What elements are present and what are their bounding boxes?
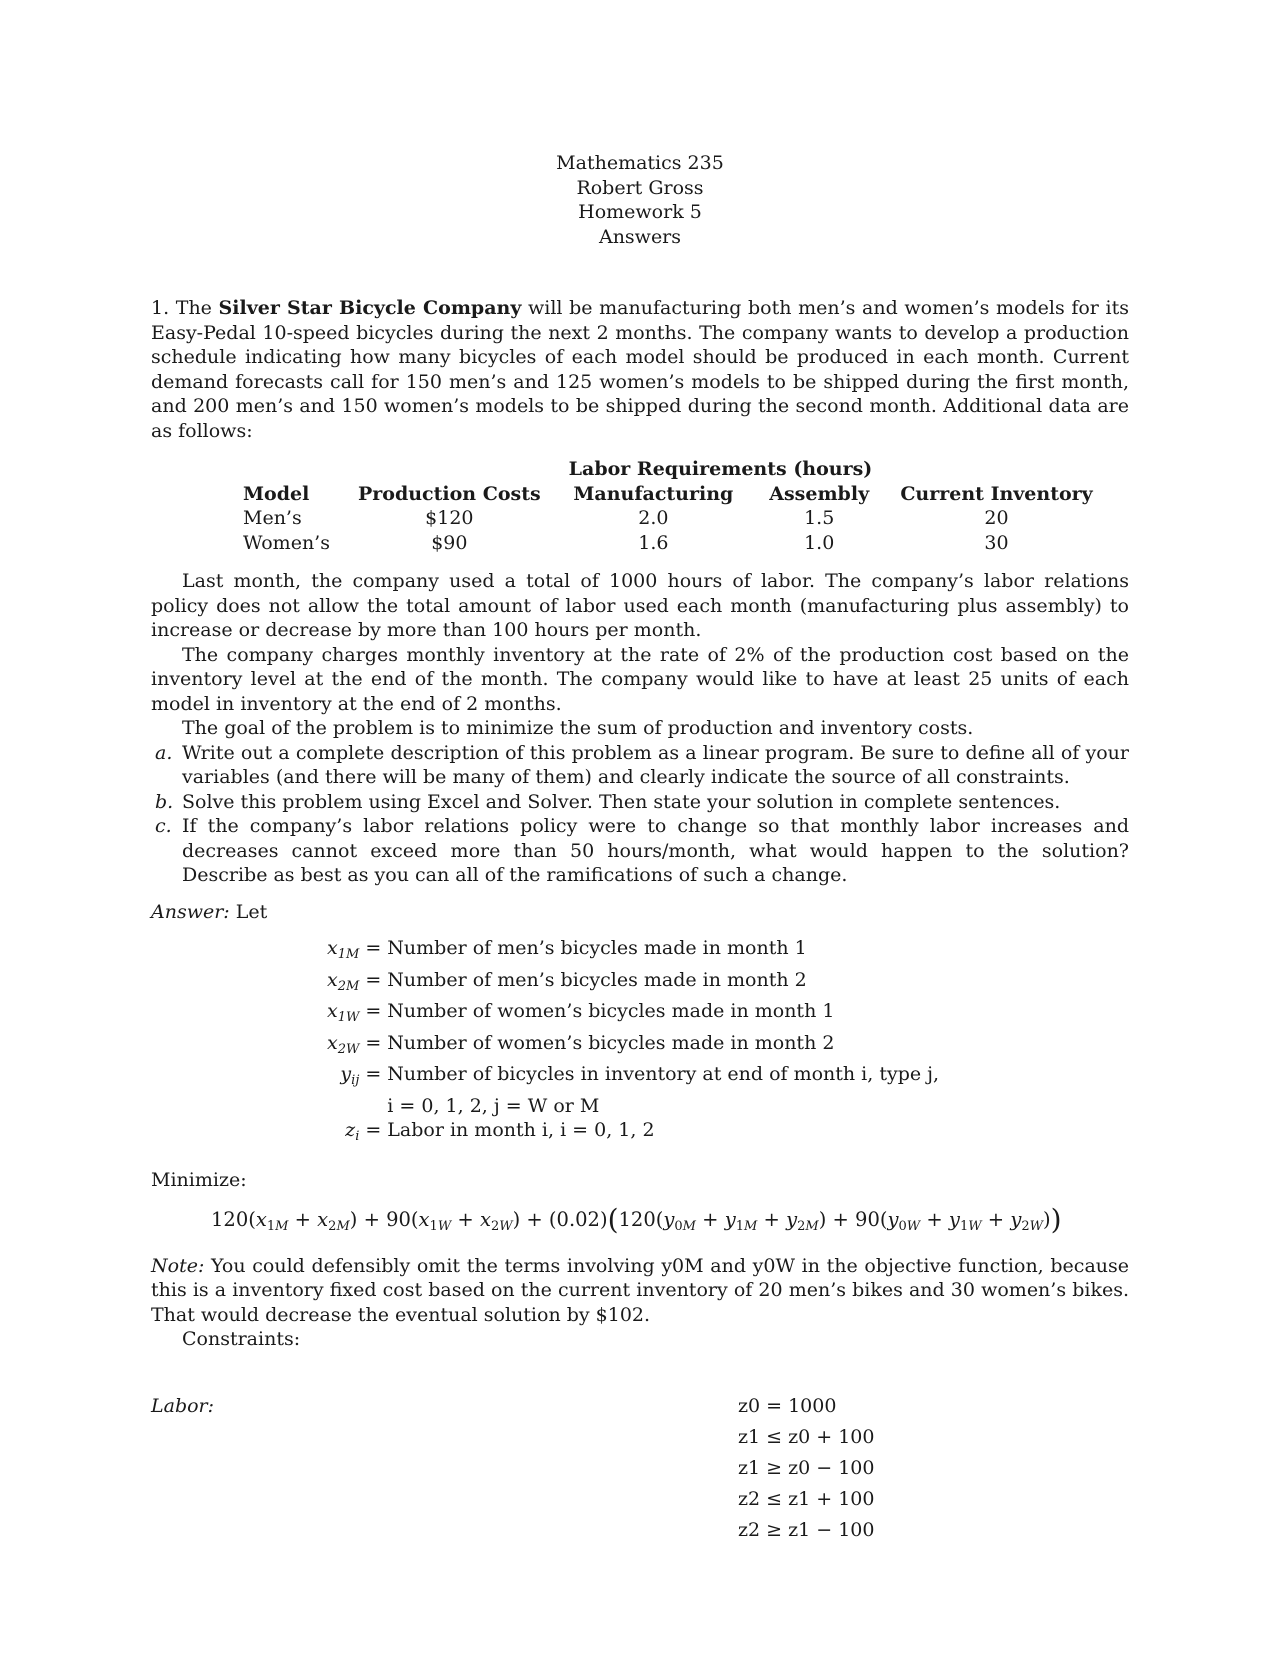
table-cell: 1.0 <box>804 531 835 554</box>
table-cell: 20 <box>984 507 1009 529</box>
list-item <box>151 741 1129 790</box>
def-sub: 1M <box>337 947 360 962</box>
document-body <box>151 296 1129 1554</box>
problem-intro <box>151 296 1129 443</box>
intro-post: will be manufacturing both men’s and women’s models for its Easy-Pedal 10-speed bicycles during the next 2 months. The company wants to develop a production schedule indicating how many bicycles of each model should be produced in each month. Current demand forecasts call for 150 men’s and 125 women’s models to be shipped during the first month, and 200 men’s and 150 women’s models to be shipped during the second month. Additional data are as follows: <box>151 297 1129 442</box>
def-sub: i <box>355 1129 360 1144</box>
def-sub: 2W <box>337 1041 360 1057</box>
note-label: Note: <box>151 1254 205 1277</box>
constraint-equation: z1 ≥ z0 − 100 <box>738 1456 875 1479</box>
inventory-paragraph: The company charges monthly inventory at the rate of 2% of the production cost based on the inventory level at the end of the month. The company would like to have at least 25 units of each model in inventory at the end of 2 months. <box>151 643 1129 715</box>
note-paragraph <box>151 1254 1129 1328</box>
def-desc: Number of bicycles in inventory at end of month i, type j, <box>387 1063 940 1085</box>
table-header: Model <box>243 482 310 505</box>
def-desc: Number of women’s bicycles made in month 1 <box>387 1000 835 1022</box>
table-header: Manufacturing <box>573 482 734 505</box>
table-cell: Women’s <box>243 531 330 554</box>
assignment-title: Homework 5 <box>578 201 702 223</box>
labor-label: Labor: <box>151 1394 215 1417</box>
part-text: Solve this problem using Excel and Solver. Then state your solution in complete sentences. <box>182 790 1061 813</box>
part-label: b. <box>155 790 174 813</box>
definition-row <box>327 1094 939 1119</box>
table-header: Current Inventory <box>900 482 1093 505</box>
document-header <box>0 151 1280 249</box>
table-row <box>229 506 1107 531</box>
constraint-equation: z1 ≤ z0 + 100 <box>738 1425 875 1448</box>
def-var: y <box>340 1063 352 1085</box>
answer-label: Answer: <box>151 900 230 923</box>
def-desc: Number of men’s bicycles made in month 2 <box>387 968 807 991</box>
part-text: Write out a complete description of this problem as a linear program. Be sure to define all of your variables (and there will be many of them) and clearly indicate the source of all constraints. <box>182 741 1129 788</box>
constraints-label: Constraints: <box>182 1328 301 1350</box>
table-cell: 2.0 <box>638 507 669 529</box>
list-item <box>151 814 1129 888</box>
constraint-equation: z2 ≤ z1 + 100 <box>738 1487 875 1510</box>
objective-function: $120(x_{1M} + x_{2M}) + 90(x_{1W} + x_{2W}) + (0.02)(120(y_{0M} + y_{1M} + y_{2M}) + 90(y_{0W} + y_{1W} + y_{2W}))$ <box>211 1203 1062 1236</box>
definition-row: $x_{1W}$ = Number of women’s bicycles made in month 1 <box>327 999 939 1031</box>
course-title: Mathematics 235 <box>556 152 724 174</box>
part-label: c. <box>155 815 172 837</box>
def-sub: 2M <box>337 978 360 994</box>
variable-definitions <box>327 936 939 1150</box>
table-header-row <box>229 482 1107 507</box>
definition-row: $y_{ij}$ = Number of bicycles in inventory at end of month i, type j, <box>327 1062 939 1094</box>
def-sub: 1W <box>337 1010 360 1025</box>
def-sub: ij <box>351 1073 360 1088</box>
def-var: x <box>327 1000 338 1022</box>
constraint-equation: z2 ≥ z1 − 100 <box>738 1518 875 1541</box>
def-var: x <box>327 1031 338 1054</box>
list-item <box>151 790 1129 815</box>
def-desc: Number of women’s bicycles made in month 2 <box>387 1031 835 1054</box>
problem-number: 1. <box>151 297 170 319</box>
note-text: You could defensibly omit the terms involving y0M and y0W in the objective function, because this is a inventory fixed cost based on the current inventory of 20 men’s bikes and 30 women’s bikes. That would decrease the eventual solution by $102. <box>151 1254 1129 1326</box>
def-var: z <box>345 1119 356 1141</box>
answer-intro <box>151 900 1129 925</box>
def-desc: i = 0, 1, 2, j = W or M <box>387 1094 600 1117</box>
def-var: x <box>327 968 338 991</box>
table-cell: 1.5 <box>804 507 835 529</box>
table-cell: 1.6 <box>638 531 669 554</box>
table-header: Assembly <box>769 482 870 505</box>
author-name: Robert Gross <box>576 176 704 199</box>
labor-equations <box>738 1394 874 1549</box>
definition-row: $x_{2W}$ = Number of women’s bicycles made in month 2 <box>327 1031 939 1063</box>
intro-pre: The <box>175 297 212 319</box>
document-subtitle: Answers <box>598 225 682 248</box>
definition-row: $x_{2M}$ = Number of men’s bicycles made in month 2 <box>327 968 939 1000</box>
goal-paragraph: The goal of the problem is to minimize the sum of production and inventory costs. <box>182 717 974 739</box>
table-row <box>229 531 1107 556</box>
data-table <box>229 457 1107 555</box>
answer-let: Let <box>235 900 268 923</box>
definition-row: $z_i$ = Labor in month i, i = 0, 1, 2 <box>327 1118 939 1150</box>
table-group-header: Labor Requirements (hours) <box>568 458 873 480</box>
minimize-label: Minimize: <box>151 1168 247 1191</box>
part-label: a. <box>155 741 173 764</box>
table-cell: $90 <box>431 531 468 554</box>
constraint-equation: z0 = 1000 <box>738 1394 837 1417</box>
table-cell: 30 <box>984 531 1009 554</box>
part-text: If the company’s labor relations policy were to change so that monthly labor increases and decreases cannot exceed more than 50 hours/month, what would happen to the solution? Describe as best as you can all of the ramifications of such a change. <box>182 815 1129 886</box>
company-name: Silver Star Bicycle Company <box>218 297 522 319</box>
labor-paragraph: Last month, the company used a total of 1000 hours of labor. The company’s labor relations policy does not allow the total amount of labor used each month (manufacturing plus assembly) to increase or decrease by more than 100 hours per month. <box>151 570 1129 641</box>
def-var: x <box>327 937 338 959</box>
table-cell: $120 <box>425 507 474 529</box>
problem-parts <box>151 741 1129 888</box>
labor-constraints <box>151 1394 1129 1554</box>
def-desc: Labor in month i, i = 0, 1, 2 <box>387 1119 655 1141</box>
def-desc: Number of men’s bicycles made in month 1 <box>387 937 807 959</box>
definition-row: $x_{1M}$ = Number of men’s bicycles made in month 1 <box>327 936 939 968</box>
table-cell: Men’s <box>243 507 302 529</box>
table-header: Production Costs <box>357 482 541 505</box>
